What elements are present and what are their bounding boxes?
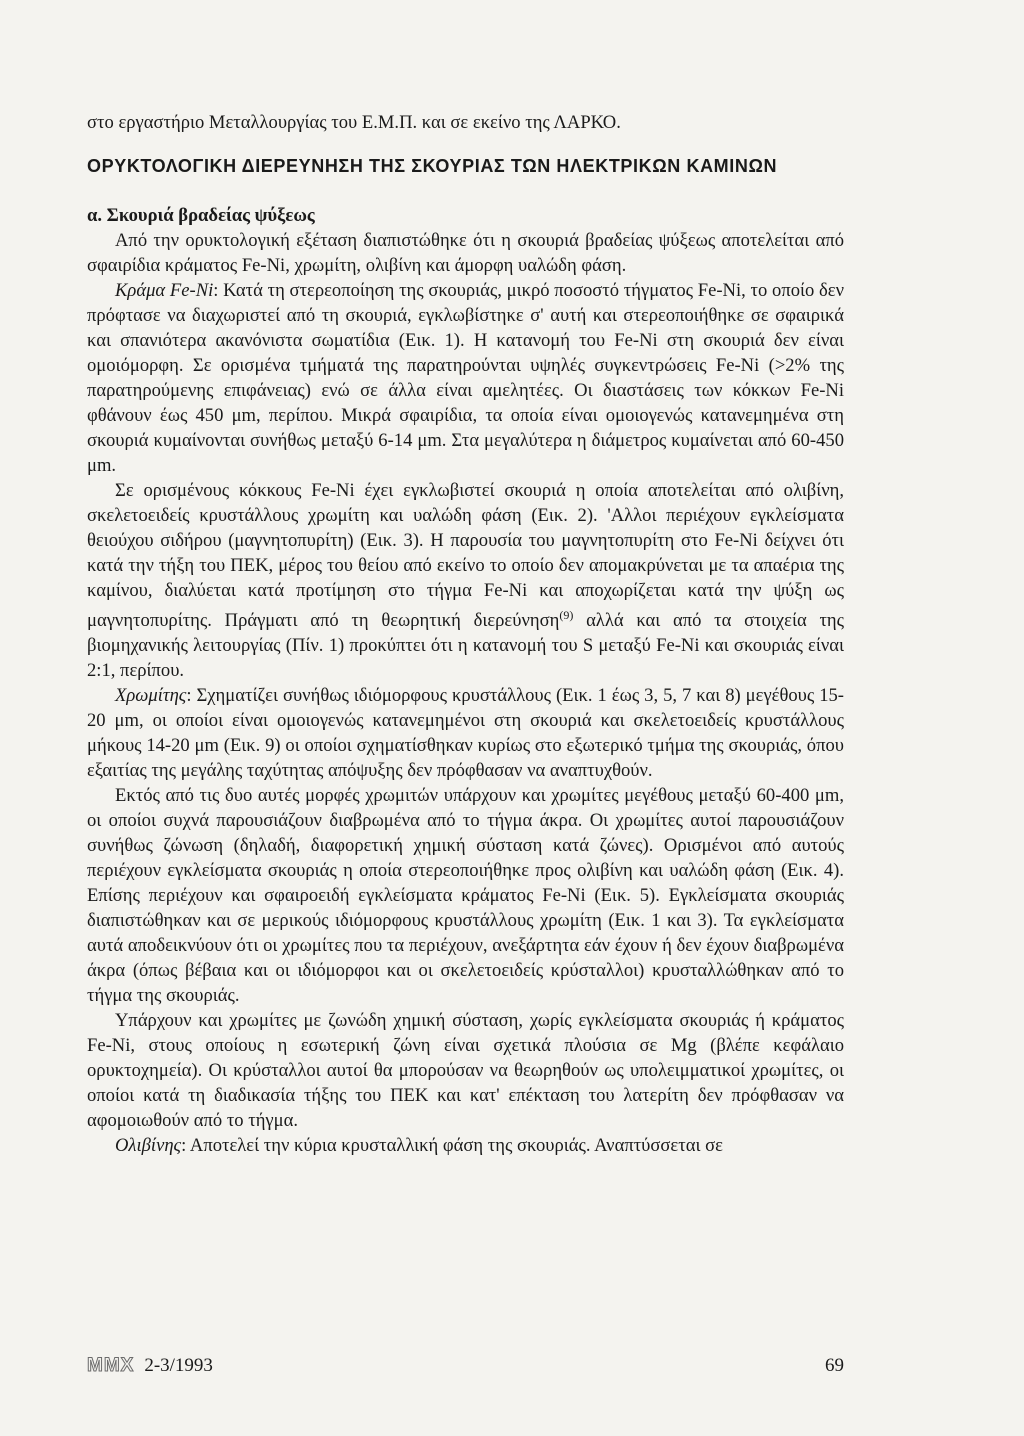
intro-line: στο εργαστήριο Μεταλλουργίας του Ε.Μ.Π. και σε εκείνο της ΛΑΡΚΟ.: [87, 112, 621, 133]
term-chromite: Χρωμίτης: [115, 685, 187, 707]
paragraph-4: [87, 683, 844, 783]
journal-issue: [87, 1354, 213, 1378]
paragraph-7: [87, 1133, 844, 1158]
paragraph-3: [87, 478, 844, 683]
paragraph-4-text: : Σχηματίζει συνήθως ιδιόμορφους κρυστάλλους (Εικ. 1 έως 3, 5, 7 και 8) μεγέθους 15-20 μm, οι οποίοι είναι ομοιογενώς κατανεμημένοι στη σκουριά και σκελετοειδείς κρυστάλλους μήκους 14-20 μm (Εικ. 9) οι οποίοι σχηματίσθηκαν κυρίως στο εξωτερικό τμήμα της σκουριάς, όπου εξαιτίας της μεγάλης ταχύτητας απόψυξης δεν πρόφθασαν να αναπτυχθούν.: [87, 685, 844, 782]
issue-number: 2-3/1993: [144, 1355, 213, 1376]
section-title: ΟΡΥΚΤΟΛΟΓΙΚΗ ΔΙΕΡΕΥΝΗΣΗ ΤΗΣ ΣΚΟΥΡΙΑΣ ΤΩΝ ΗΛΕΚΤΡΙΚΩΝ ΚΑΜΙΝΩΝ: [87, 156, 778, 176]
paragraph-3-text: Σε ορισμένους κόκκους Fe-Ni έχει εγκλωβιστεί σκουριά η οποία αποτελείται από ολιβίνη, σκελετοειδείς κρυστάλλους χρωμίτη και υαλώδη φάση (Εικ. 2). 'Αλλοι περιέχουν εγκλείσματα θειούχου σιδήρου (μαγνητοπυρίτη) (Εικ. 3). Η παρουσία του μαγνητοπυρίτη στο Fe-Ni δείχνει ότι κατά την τήξη του ΠΕΚ, μέρος του θείου από εκείνο το οποίο δεν απομακρύνεται με τα απαέρια της καμίνου, διαλύεται κατά προτίμηση στο τήγμα Fe-Ni και αποχωρίζεται κατά την ψύξη ως μαγνητοπυρίτης. Πράγματι από τη θεωρητική διερεύνηση: [87, 480, 844, 632]
journal-logo: ΜΜΧ: [87, 1355, 135, 1376]
paragraph-2-text: : Κατά τη στερεοποίηση της σκουριάς, μικρό ποσοστό τήγματος Fe-Ni, το οποίο δεν πρόφτασε να διαχωριστεί από τη σκουριά, εγκλωβίστηκε σ' αυτή και στερεοποιήθηκε σε σφαιρικά και σπανιότερα ακανόνιστα σωματίδια (Εικ. 1). Η κατανομή του Fe-Ni στη σκουριά δεν είναι ομοιόμορφη. Σε ορισμένα τμήματά της παρατηρούνται υψηλές συγκεντρώσεις Fe-Ni (>2% της παρατηρούμενης επιφάνειας) ενώ σε άλλα είναι αμελητέες. Οι διαστάσεις των κόκκων Fe-Ni φθάνουν έως 450 μm, περίπου. Μικρά σφαιρίδια, τα οποία είναι ομοιογενώς κατανεμημένα στη σκουριά κυμαίνονται συνήθως μεταξύ 6-14 μm. Στα μεγαλύτερα η διάμετρος κυμαίνεται από 60-450 μm.: [87, 280, 844, 476]
paragraph-7-text: : Αποτελεί την κύρια κρυσταλλική φάση της σκουριάς. Αναπτύσσεται σε: [181, 1135, 723, 1157]
article-body: [87, 110, 844, 1158]
term-olivine: Ολιβίνης: [115, 1135, 182, 1157]
reference-superscript: (9): [559, 608, 574, 622]
paragraph-2: [87, 278, 844, 478]
page-number: 69: [825, 1355, 844, 1376]
subsection-title: α. Σκουριά βραδείας ψύξεως: [87, 205, 315, 226]
term-alloy: Κράμα Fe-Ni: [115, 280, 214, 301]
paragraph-5: Εκτός από τις δυο αυτές μορφές χρωμιτών υπάρχουν και χρωμίτες μεγέθους μεταξύ 60-400 μm, οι οποίοι συχνά παρουσιάζουν διαβρωμένα από το τήγμα άκρα. Οι χρωμίτες αυτοί παρουσιάζουν συνήθως ζώνωση (δηλαδή, διαφορετική χημική σύσταση κατά ζώνες). Ορισμένοι από αυτούς περιέχουν εγκλείσματα σκουριάς η οποία στερεοποιήθηκε προς ολιβίνη και υαλώδη φάση (Εικ. 4). Επίσης περιέχουν και σφαιροειδή εγκλείσματα κράματος Fe-Ni (Εικ. 5). Εγκλείσματα σκουριάς διαπιστώθηκαν και σε μερικούς ιδιόμορφους κρυστάλλους χρωμίτη (Εικ. 1 και 3). Τα εγκλείσματα αυτά αποδεικνύουν ότι οι χρωμίτες που τα περιέχουν, ανεξάρτητα εάν έχουν ή δεν έχουν διαβρωμένα άκρα (όπως βέβαια και οι ιδιόμορφοι και οι σκελετοειδείς κρύσταλλοι) κρυσταλλώθηκαν από το τήγμα της σκουριάς.: [87, 785, 844, 1007]
paragraph-1: Από την ορυκτολογική εξέταση διαπιστώθηκε ότι η σκουριά βραδείας ψύξεως αποτελείται από σφαιρίδια κράματος Fe-Ni, χρωμίτη, ολιβίνη και άμορφη υαλώδη φάση.: [87, 230, 844, 276]
paragraph-3-end: αλλά και από τα στοιχεία της βιομηχανικής λειτουργίας (Πίν. 1) προκύπτει ότι η κατανομή του S μεταξύ Fe-Ni και σκουριάς είναι 2:1, περίπου.: [87, 610, 845, 682]
paragraph-6: Υπάρχουν και χρωμίτες με ζωνώδη χημική σύσταση, χωρίς εγκλείσματα σκουριάς ή κράματος Fe-Ni, στους οποίους η εσωτερική ζώνη είναι σχετικά πλούσια σε Mg (βλέπε κεφάλαιο ορυκτοχημεία). Οι κρύσταλλοι αυτοί θα μπορούσαν να θεωρηθούν ως υπολειμματικοί χρωμίτες, οι οποίοι κατά τη διαδικασία τήξης του ΠΕΚ και κατ' επέκταση του λατερίτη δεν πρόφθασαν να αφομοιωθούν από το τήγμα.: [87, 1010, 844, 1132]
